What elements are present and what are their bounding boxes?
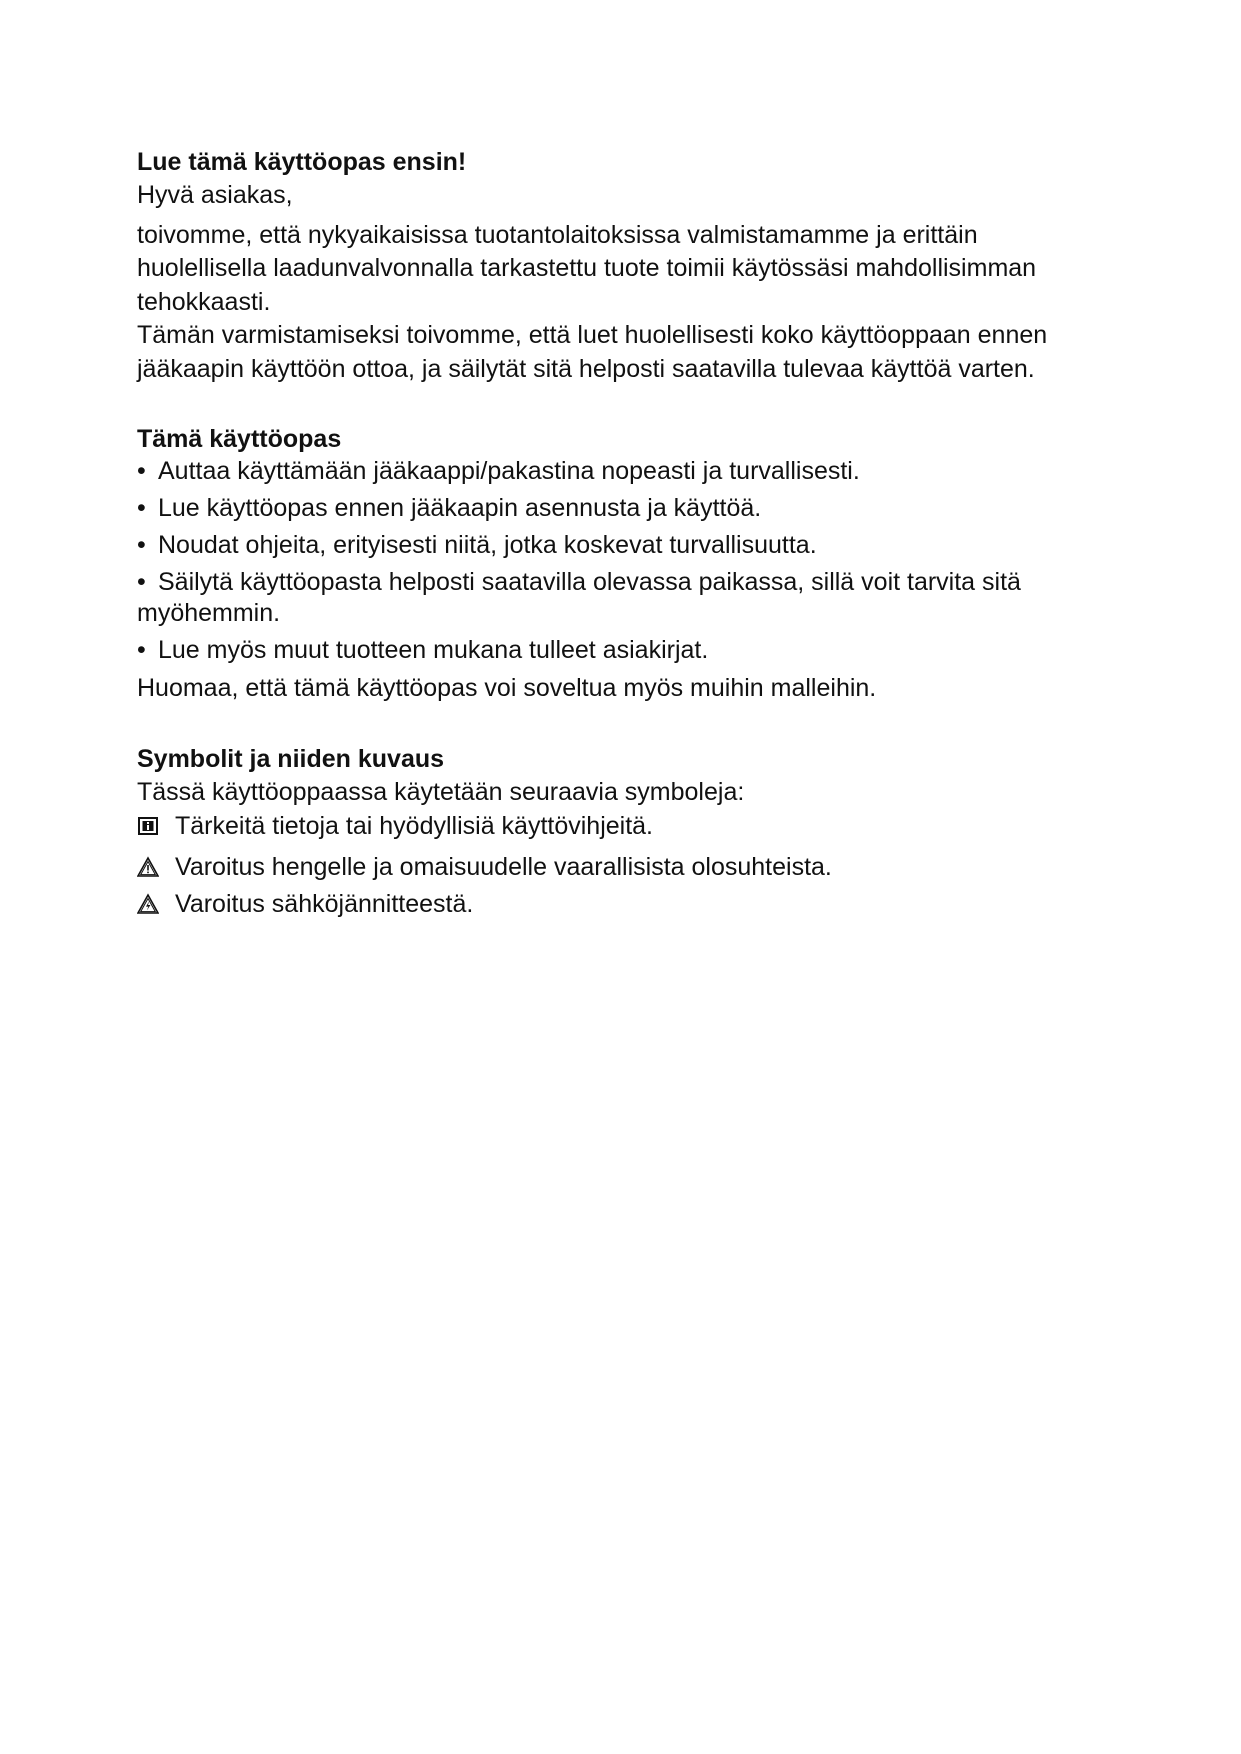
electric-warning-icon (137, 893, 159, 915)
symbols-section (137, 742, 1097, 922)
bullet-icon: • (137, 568, 146, 596)
symbol-row-electric (137, 887, 1097, 921)
info-icon (137, 815, 159, 837)
intro-paragraph-1: toivomme, että nykyaikaisissa tuotantolaitoksissa valmistamamme ja erittäin huolellisella laadunvalvonnalla tarkastettu tuote toimii käytössäsi mahdollisimman tehokkaasti. (137, 220, 1037, 316)
list-item-text: Säilytä käyttöopasta helposti saatavilla olevassa paikassa, sillä voit tarvita sitä myöhemmin. (137, 568, 1021, 627)
symbols-intro: Tässä käyttöoppaassa käytetään seuraavia symboleja: (137, 777, 745, 806)
bullet-icon: • (137, 494, 146, 522)
guide-section (137, 422, 1097, 706)
list-item (137, 456, 1097, 487)
list-item (137, 530, 1097, 561)
warning-triangle-icon (137, 856, 159, 878)
symbol-row-info (137, 809, 1097, 843)
intro-paragraph-2: Tämän varmistamiseksi toivomme, että luet huolellisesti koko käyttöoppaan ennen jääkaapin käyttöön ottoa, ja säilytät sitä helposti saatavilla tulevaa käyttöä varten. (137, 321, 1048, 383)
list-item (137, 567, 1097, 629)
bullet-icon: • (137, 457, 146, 485)
intro-section (137, 145, 1097, 386)
symbol-text: Varoitus hengelle ja omaisuudelle vaarallisista olosuhteista. (175, 853, 832, 881)
symbol-row-warning (137, 850, 1097, 884)
document-page (137, 145, 1097, 924)
intro-title: Lue tämä käyttöopas ensin! (137, 148, 467, 176)
bullet-icon: • (137, 531, 146, 559)
list-item (137, 635, 1097, 666)
list-item-text: Lue käyttöopas ennen jääkaapin asennusta ja käyttöä. (158, 494, 762, 522)
list-item-text: Auttaa käyttämään jääkaappi/pakastina nopeasti ja turvallisesti. (158, 457, 860, 485)
greeting: Hyvä asiakas, (137, 181, 293, 209)
guide-note: Huomaa, että tämä käyttöopas voi soveltua myös muihin malleihin. (137, 674, 877, 702)
bullet-icon: • (137, 636, 146, 664)
symbol-text: Varoitus sähköjännitteestä. (175, 890, 474, 918)
list-item-text: Lue myös muut tuotteen mukana tulleet asiakirjat. (158, 636, 709, 664)
symbol-text: Tärkeitä tietoja tai hyödyllisiä käyttövihjeitä. (175, 812, 654, 840)
list-item (137, 493, 1097, 524)
symbols-title: Symbolit ja niiden kuvaus (137, 744, 445, 773)
guide-title: Tämä käyttöopas (137, 425, 342, 453)
list-item-text: Noudat ohjeita, erityisesti niitä, jotka koskevat turvallisuutta. (158, 531, 817, 559)
